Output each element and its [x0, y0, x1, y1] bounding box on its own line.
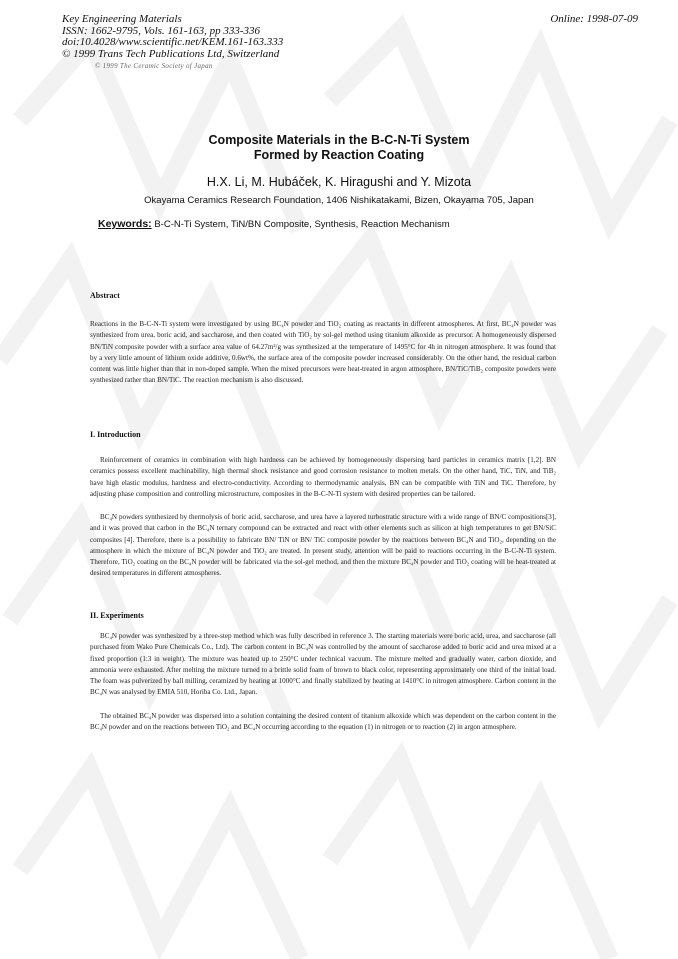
- authors: H.X. Li, M. Hubáček, K. Hiragushi and Y. Mizota: [206, 175, 472, 189]
- keywords-label: Keywords:: [98, 218, 152, 230]
- doi-line: doi:10.4028/www.scientific.net/KEM.161-163.333: [62, 36, 284, 48]
- society-line: © 1999 The Ceramic Society of Japan: [95, 62, 213, 70]
- journal-header: [62, 14, 442, 60]
- paper-title-line-1: Composite Materials in the B-C-N-Ti System: [208, 133, 470, 147]
- experiments-heading: II. Experiments: [90, 611, 144, 620]
- introduction-heading: I. Introduction: [90, 430, 141, 439]
- issn-line: ISSN: 1662-9795, Vols. 161-163, pp 333-336: [62, 24, 260, 37]
- affiliation: Okayama Ceramics Research Foundation, 1406 Nishikatakami, Bizen, Okayama 705, Japan: [144, 195, 534, 206]
- introduction-paragraph-1: Reinforcement of ceramics in combination with high hardness can be achieved by homogeneously dispersing hard particles in ceramics matrix [1,2]. BN ceramics possess excellent machinability, high thermal shock resistance and good corrosion resistance to molten metals. On the other hand, TiC, TiN, and TiB₂ have high elastic modulus, hardness and electro-conductivity. According to thermodynamic analysis, BN can be compatible with TiN and TiC. Therefore, by adjusting phase composition and controlling microstructure, composites in the B-C-N-Ti system with desired properties can be tailored.: [90, 456, 556, 498]
- abstract-heading: Abstract: [90, 291, 120, 300]
- abstract-text: Reactions in the B-C-N-Ti system were investigated by using BC₄N powder and TiO₂ coating as reactants in different atmospheres. At first, BC₄N powder was synthesized from urea, boric acid, and saccharose, and then coated with TiO₂ by sol-gel method using titanium alkoxide as precursor. A homogeneously dispersed BN/TiN composite powder with a surface area value of 64.27m²/g was synthesized at the temperature of 1495°C for 4h in nitrogen atmosphere. It was found that by a very little amount of lithium oxide additive, 0.6wt%, the surface area of the composite powder increased considerably. On the other hand, the residual carbon content was little higher than that in non-doped sample. When the mixed precursors were heat-treated in argon atmosphere, BN/TiC/TiB₂ composite powders were synthesized rather than BN/TiC. The reaction mechanism is also discussed.: [90, 320, 556, 385]
- journal-name: Key Engineering Materials: [62, 13, 182, 25]
- keywords: [98, 218, 450, 230]
- online-date: Online: 1998-07-09: [550, 13, 638, 25]
- introduction-paragraph-2: BC₄N powders synthesized by thermolysis of boric acid, saccharose, and urea have a layered turbostratic structure with a wide range of BN/C compositions[3], and it was proved that carbon in the BC₄N ternary compound can be extracted and react with other elements such as silicon at high temperatures to get BN/SiC composites [4]. Therefore, there is a possibility to fabricate BN/ TiN or BN/ TiC composite powder by the reactions between BC₄N and TiO₂, depending on the atmosphere in which the mixture of BC₄N powder and TiO₂ are treated. In present study, attention will be paid to reactions occurring in the B-C-N-Ti system. Therefore, TiO₂ coating on the BC₄N powder will be fabricated via the sol-gel method, and then the mixture BC₄N powder and TiO₂ coating will be heat-treated at desired temperatures in different atmospheres.: [90, 513, 556, 578]
- paper-title-line-2: Formed by Reaction Coating: [253, 148, 425, 162]
- copyright-line: © 1999 Trans Tech Publications Ltd, Switzerland: [62, 47, 280, 60]
- experiments-paragraph-1: BC₄N powder was synthesized by a three-step method which was fully described in reference 3. The starting materials were boric acid, urea, and saccharose (all purchased from Wako Pure Chemicals Co., Ltd). The carbon content in BC₄N was controlled by the amount of saccharose added to boric acid and urea mixed at a fixed proportion (1:3 in weight). The mixture was heated up to 250°C under technical vacuum. The mixture melted and gradually water, carbon dioxide, and ammonia were exhausted. After melting the mixture turned to a brittle solid foam of brown to black color, representing approximately one third of the initial load. The foam was pulverized by ball milling, ceramized by heating at 1000°C and finally stabilized by heating at 1410°C in nitrogen atmosphere. Carbon content in the BC₄N was analysed by EMIA 510, Horiba Co. Ltd., Japan.: [90, 632, 556, 697]
- keywords-list: B-C-N-Ti System, TiN/BN Composite, Synthesis, Reaction Mechanism: [154, 219, 450, 230]
- experiments-paragraph-2: The obtained BC₄N powder was dispersed into a solution containing the desired content of titanium alkoxide which was dependent on the carbon content in the BC₄N powder and on the reactions between TiO₂ and BC₄N occurring according to the equation (1) in nitrogen or to reaction (2) in argon atmosphere.: [90, 712, 556, 732]
